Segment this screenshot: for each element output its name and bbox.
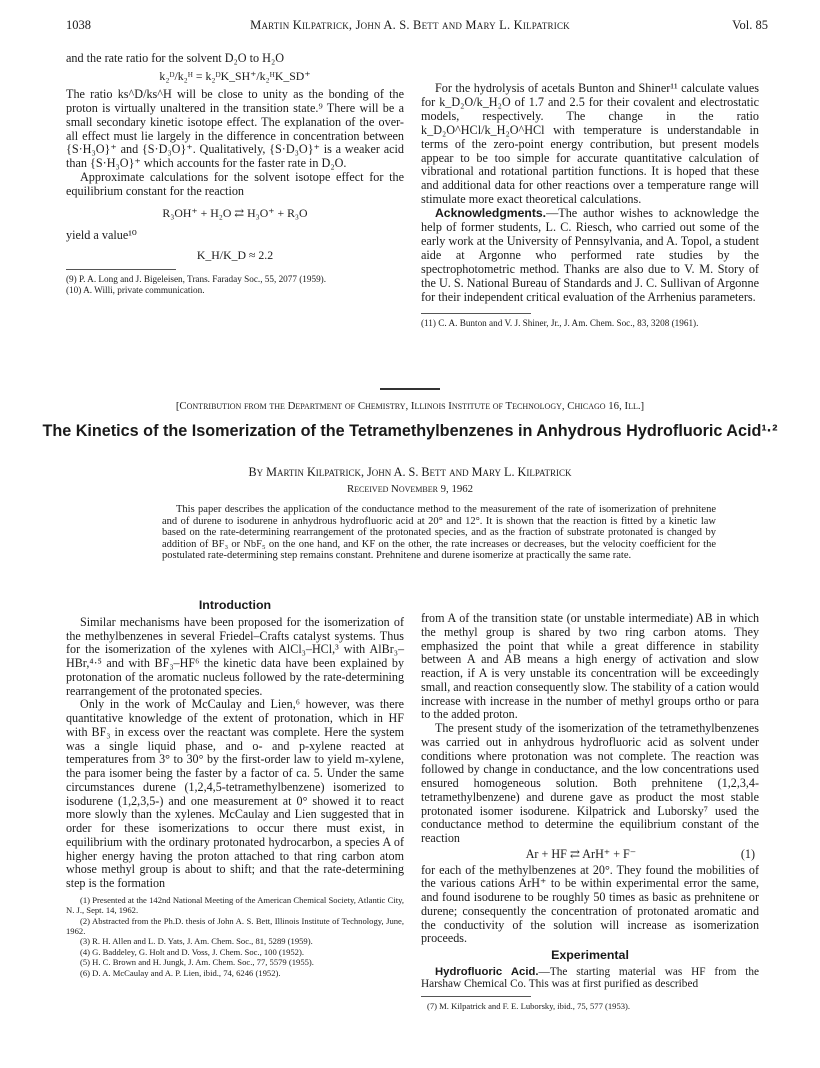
footnote: (10) A. Willi, private communication. (66, 285, 205, 296)
article-title: The Kinetics of the Isomerization of the Tetramethylbenzenes in Anhydrous Hydrofluoric Acid¹·² (42, 422, 778, 440)
footnotes (421, 1001, 759, 1012)
footnote: (1) Presented at the 142nd National Meeting of the American Chemical Society, Atlantic City, N. J., Sept. 14, 1962. (66, 894, 404, 916)
footnote: (9) P. A. Long and J. Bigeleisen, Trans. Faraday Soc., 55, 2077 (1959). (66, 273, 327, 284)
lower-right-column (421, 612, 759, 1012)
equation: K_H/K_D ≈ 2.2 (196, 247, 274, 262)
footnotes (421, 318, 759, 329)
ack-heading: Acknowledgments. (435, 206, 547, 221)
paragraph-body: —The starting material was HF from the Harshaw Chemical Co. This was at first purified as described (421, 965, 760, 991)
page-number: 1038 (66, 18, 91, 32)
byline: By Martin Kilpatrick, John A. S. Bett and Mary L. Kilpatrick (248, 465, 572, 479)
footnote: (5) H. C. Brown and H. Jungk, J. Am. Chem. Soc., 77, 5579 (1955). (80, 957, 314, 968)
paragraph: from A of the transition state (or unstable intermediate) AB in which the methyl group is shared by two ring carbon atoms. They emphasized the point that while a great difference in stability between A and AB means a high energy of activation and slow reaction, if A is very unstable its concentration will be exceedingly small, and reaction consequently slow. The stability of a cation would increase with increase in the number of methyl groups ortho or para to the added proton. (421, 611, 759, 722)
footnote-divider (421, 313, 531, 314)
footnote: (7) M. Kilpatrick and F. E. Luborsky, ibid., 75, 577 (1953). (427, 1000, 631, 1011)
paragraph: The present study of the isomerization of the tetramethylbenzenes was carried out in anhydrous hydrofluoric acid as solvent under conditions where protonation was not complete. The reaction was followed by change in conductance, and the low concentrations used ensured homogeneous solution. Both prehnitene (1,2,3,4-tetramethylbenzene) and durene gave as product the most stable protonated isomer isodurene. Kilpatrick and Luborsky⁷ used the conductance method to determine the equilibrium constant of the reaction (421, 721, 759, 845)
acknowledgments (421, 207, 759, 304)
footnote: (2) Abstracted from the Ph.D. thesis of John A. S. Bett, Illinois Institute of Technology, June, 1962. (66, 915, 404, 936)
paragraph: for each of the methylbenzenes at 20°. They found the mobilities of the various cations ArH⁺ to be within experimental error the same, and found isodurene to be roughly 50 times as basic as prehnitene or durene; consequently the concentration of protonated aromatic and the conductivity of the solution will increase as isomerization proceeds. (421, 862, 759, 946)
paragraph: For the hydrolysis of acetals Bunton and Shiner¹¹ calculate values for k_D₂O/k_H₂O of 1.7 and 2.5 for their covalent and electrostatic models, respectively. The change in the ratio k_D₂O^HCl/k_H₂O^HCl with temperature is understandable in terms of the zero-point energy contribution, but present models appear to be too simple for accurate quantitative calculation of vibrational and rotational partition functions. It is hoped that these and additional data for other reactions over a temperature range will stimulate more exact theoretical calculations. (421, 81, 759, 207)
article-divider (380, 388, 440, 390)
footnote: (4) G. Baddeley, G. Holt and D. Voss, J. Chem. Soc., 100 (1952). (80, 946, 304, 957)
top-left-column (66, 52, 404, 296)
equation: k₂ᴰ/k₂ᴴ = k₂ᴰK_SH⁺/k₂ᴴK_SD⁺ (159, 68, 311, 83)
paragraph: yield a value¹⁰ (66, 227, 137, 242)
paragraph (421, 966, 759, 991)
abstract-text: This paper describes the application of the conductance method to the measurement of the rate of isomerization of prehnitene and of durene to isodurene in anhydrous hydrofluoric acid at 20° and 12°. It is shown that the reaction is fitted by a kinetic law based on the rate-determining rearrangement of the protonated species, and as the fraction of substrate protonated is changed by addition of BF₃ or NbF₅ on the one hand, and KF on the other, the rate increases or decreases, but the velocity coefficient for the postulated rate-determining step remains constant. Prehnitene and durene isomerize at practically the same rate. (162, 504, 716, 562)
paragraph: Approximate calculations for the solvent isotope effect for the equilibrium constant for the reaction (66, 170, 404, 199)
paragraph: Only in the work of McCaulay and Lien,⁶ however, was there quantitative knowledge of the extent of protonation, which in HF with BF₃ in excess over the reactant was complete. Here the system was a single liquid phase, and o- and p-xylene reacted at temperatures from 3° to 30° by the first-order law to yield m-xylene, the para isomer being the faster by a factor of ca. 5. Under the same circumstances durene (1,2,4,5-tetramethylbenzene) isomerized to isodurene (1,2,3,5-) and one measurement at 0° showed it to react more slowly than the xylenes. McCaulay and Lien suggested that in order for these isomerizations to occur there must exist, in equilibrium with the ordinary protonated hydrocarbon, a species A of higher energy having the proton attached to that ring carbon atom whose methyl group is about to shift; and that the rate-determining step is the formation (66, 697, 404, 890)
section-heading: Introduction (198, 598, 272, 612)
subsection-heading: Hydrofluoric Acid. (435, 965, 539, 978)
paragraph: and the rate ratio for the solvent D₂O to H₂O (66, 51, 284, 65)
top-right-column (421, 82, 759, 329)
paragraph: Similar mechanisms have been proposed for the isomerization of the methylbenzenes in several Friedel–Crafts catalyst systems. Thus for the isomerization of the xylenes with AlCl₃–HCl,³ with AlBr₃–HBr,⁴·⁵ and with BF₃–HF⁶ the kinetic data have been explained by protonation of the aromatic nucleus followed by the rate-determining rearrangement of the protonated species. (66, 614, 404, 698)
ack-body: —The author wishes to acknowledge the help of former students, L. C. Riesch, who carried out some of the early work at the University of Pennsylvania, and A. Topol, a student aide at Argonne who performed rate studies by the spectrophotometric method. Thanks are also due to V. M. Story of the U. S. National Bureau of Standards and J. C. Sullivan of Argonne for their independent critical evaluation of the Arrhenius parameters. (421, 206, 759, 304)
equation-number: (1) (740, 846, 755, 861)
footnote: (3) R. H. Allen and L. D. Yats, J. Am. Chem. Soc., 81, 5289 (1959). (80, 936, 313, 947)
abstract (162, 504, 716, 562)
received-date: Received November 9, 1962 (346, 483, 474, 495)
footnote-divider (421, 996, 531, 997)
contribution-line: [Contribution from the Department of Chemistry, Illinois Institute of Technology, Chicago 16, Ill.] (175, 400, 645, 412)
lower-left-column (66, 597, 404, 978)
volume-label: Vol. 85 (732, 18, 768, 32)
paragraph: The ratio ks^D/ks^H will be close to unity as the bonding of the proton is virtually unaltered in the transition state.⁹ There will be a small secondary kinetic isotope effect. The explanation of the over-all effect must lie largely in the difference in concentration between {S·H₃O}⁺ and {S·D₃O}⁺. Qualitatively, {S·D₃O}⁺ is a weaker acid than {S·H₃O}⁺ which accounts for the faster rate in D₂O. (66, 86, 404, 171)
footnote: (6) D. A. McCaulay and A. P. Lien, ibid., 74, 6246 (1952). (80, 967, 281, 978)
footnotes (66, 274, 404, 297)
equation-row (421, 848, 759, 862)
section-heading: Experimental (551, 948, 629, 962)
equation: Ar + HF ⇄ ArH⁺ + F⁻ (525, 846, 637, 861)
footnote-divider (66, 269, 176, 270)
equation: R₃OH⁺ + H₂O ⇄ H₃O⁺ + R₃O (162, 206, 308, 221)
running-title: Martin Kilpatrick, John A. S. Bett and Mary L. Kilpatrick (250, 18, 570, 32)
footnote: (11) C. A. Bunton and V. J. Shiner, Jr., J. Am. Chem. Soc., 83, 3208 (1961). (421, 317, 699, 328)
footnotes (66, 895, 404, 978)
